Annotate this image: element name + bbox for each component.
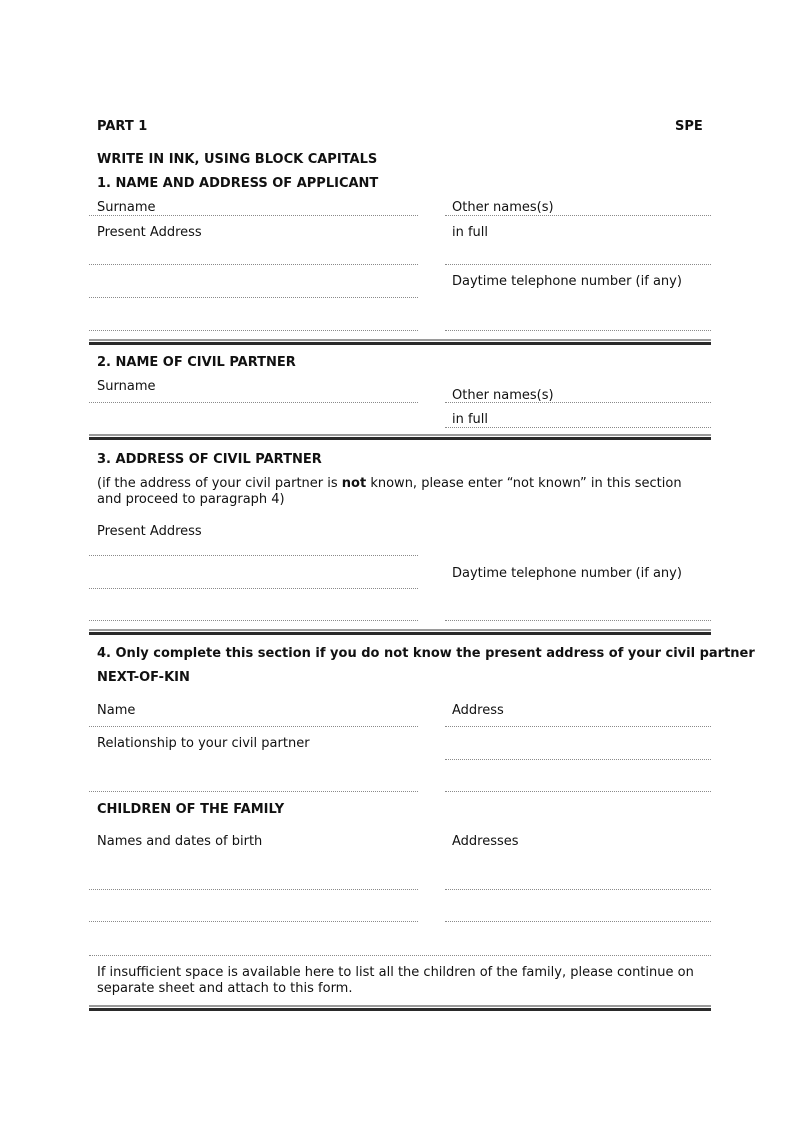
partner-address-line-1[interactable]: [89, 555, 418, 556]
partner-address-line-2[interactable]: [89, 588, 418, 589]
kin-name-label: Name: [97, 703, 136, 718]
kin-address-line-3[interactable]: [445, 791, 711, 792]
children-names-label: Names and dates of birth: [97, 834, 263, 849]
children-addresses-line-1[interactable]: [445, 889, 711, 890]
section-3-note: [97, 476, 687, 508]
applicant-other-names-label: Other names(s): [452, 200, 554, 215]
children-bottom-line[interactable]: [89, 955, 711, 956]
partner-present-address-label: Present Address: [97, 524, 202, 539]
partner-in-full-label: in full: [452, 412, 489, 427]
kin-name-field[interactable]: [89, 726, 418, 727]
section-separator: [89, 339, 711, 345]
next-of-kin-title: NEXT-OF-KIN: [97, 670, 190, 685]
kin-address-line-2[interactable]: [445, 759, 711, 760]
section-1-title: 1. NAME AND ADDRESS OF APPLICANT: [97, 176, 379, 191]
children-names-line-2[interactable]: [89, 921, 418, 922]
applicant-address-line-2[interactable]: [89, 297, 418, 298]
section-separator: [89, 1005, 711, 1011]
partner-address-line-3[interactable]: [89, 620, 418, 621]
children-names-line-1[interactable]: [89, 889, 418, 890]
applicant-address-line-3[interactable]: [89, 330, 418, 331]
children-addresses-label: Addresses: [452, 834, 519, 849]
applicant-surname-field[interactable]: [89, 215, 418, 216]
partner-other-names-field[interactable]: [445, 402, 711, 403]
applicant-in-full-label: in full: [452, 225, 489, 240]
applicant-present-address-label: Present Address: [97, 225, 202, 240]
part-label: PART 1: [97, 119, 148, 134]
instruction-text: WRITE IN INK, USING BLOCK CAPITALS: [97, 152, 378, 167]
note-text-bold: not: [341, 476, 367, 491]
children-addresses-line-2[interactable]: [445, 921, 711, 922]
section-4-title: 4. Only complete this section if you do not know the present address of your civil partner: [97, 646, 755, 661]
section-separator: [89, 629, 711, 635]
kin-relationship-field[interactable]: [89, 791, 418, 792]
form-code: SPE: [675, 119, 703, 134]
partner-telephone-label: Daytime telephone number (if any): [452, 566, 682, 581]
kin-address-label: Address: [452, 703, 504, 718]
section-separator: [89, 434, 711, 440]
section-3-title: 3. ADDRESS OF CIVIL PARTNER: [97, 452, 322, 467]
note-text-before: (if the address of your civil partner is: [97, 476, 342, 491]
applicant-telephone-label: Daytime telephone number (if any): [452, 274, 682, 289]
partner-in-full-field[interactable]: [445, 427, 711, 428]
applicant-telephone-field[interactable]: [445, 330, 711, 331]
children-title: CHILDREN OF THE FAMILY: [97, 802, 285, 817]
applicant-in-full-field[interactable]: [445, 264, 711, 265]
partner-surname-field[interactable]: [89, 402, 418, 403]
applicant-address-line-1[interactable]: [89, 264, 418, 265]
kin-address-line-1[interactable]: [445, 726, 711, 727]
insufficient-space-note: If insufficient space is available here to list all the children of the family, please continue on separate sheet and attach to this form.: [97, 965, 694, 996]
partner-telephone-field[interactable]: [445, 620, 711, 621]
partner-surname-label: Surname: [97, 379, 156, 394]
partner-other-names-label: Other names(s): [452, 388, 554, 403]
applicant-other-names-field[interactable]: [445, 215, 711, 216]
kin-relationship-label: Relationship to your civil partner: [97, 736, 310, 751]
note-text-after: known, please enter “not known” in this section and proceed to paragraph 4): [97, 476, 682, 507]
section-2-title: 2. NAME OF CIVIL PARTNER: [97, 355, 296, 370]
applicant-surname-label: Surname: [97, 200, 156, 215]
